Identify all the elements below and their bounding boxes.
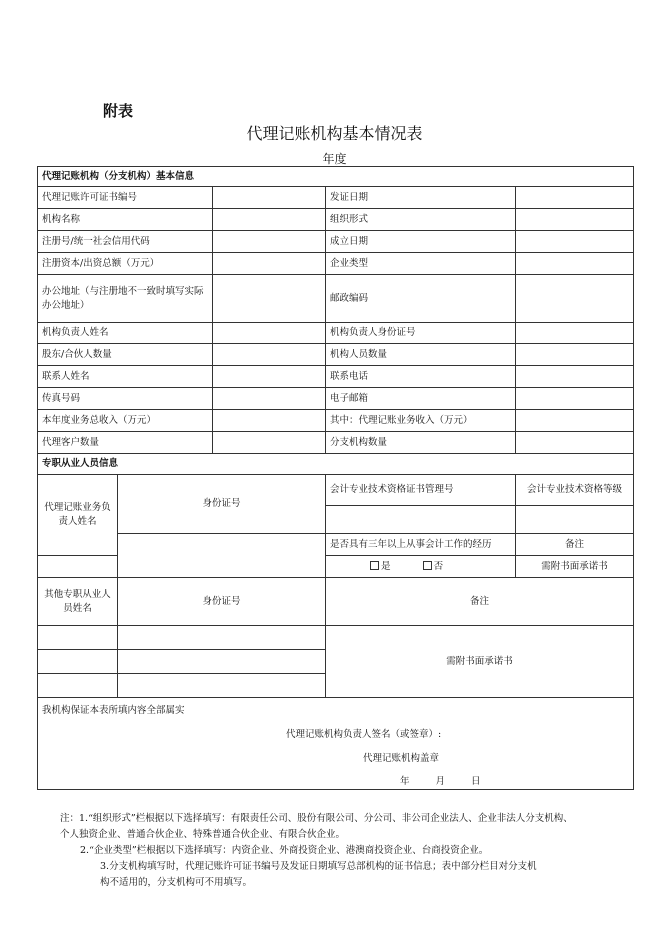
other-id-value[interactable]	[118, 674, 326, 698]
other-name-label: 其他专职从业人员姓名	[38, 578, 118, 626]
field-label: 本年度业务总收入（万元）	[38, 410, 213, 432]
experience-options	[326, 556, 516, 578]
field-value[interactable]	[516, 366, 634, 388]
experience-label: 是否具有三年以上从事会计工作的经历	[326, 534, 516, 556]
field-label: 企业类型	[326, 253, 516, 275]
seal-line: 代理记账机构盖章	[363, 753, 440, 764]
field-value[interactable]	[213, 253, 326, 275]
note-line: 个人独资企业、普通合伙企业、特殊普通合伙企业、有限合伙企业。	[60, 829, 346, 840]
declaration-statement: 我机构保证本表所填内容全部属实	[42, 705, 185, 716]
other-commitment-note: 需附书面承诺书	[326, 626, 634, 698]
note-line: 3.分支机构填写时，代理记账许可证书编号及发证日期填写总部机构的证书信息；表中部分栏目对分支机	[100, 861, 537, 872]
field-value[interactable]	[213, 209, 326, 231]
field-label: 代理客户数量	[38, 432, 213, 454]
field-value[interactable]	[516, 275, 634, 323]
yes-label: 是	[381, 560, 391, 572]
note-line: 构不适用的，分支机构可不用填写。	[100, 877, 253, 888]
field-label: 机构名称	[38, 209, 213, 231]
cert-no-value[interactable]	[326, 506, 516, 534]
field-label: 代理记账许可证书编号	[38, 187, 213, 209]
field-label: 股东/合伙人数量	[38, 344, 213, 366]
remark-label: 备注	[516, 534, 634, 556]
staff-section-title: 专职从业人员信息	[38, 454, 634, 475]
other-id-label: 身份证号	[118, 578, 326, 626]
field-label: 发证日期	[326, 187, 516, 209]
field-value[interactable]	[213, 231, 326, 253]
field-label: 组织形式	[326, 209, 516, 231]
other-remark-label: 备注	[326, 578, 634, 626]
field-value[interactable]	[516, 344, 634, 366]
field-value[interactable]	[516, 432, 634, 454]
field-value[interactable]	[213, 432, 326, 454]
note-line: 2.“企业类型”栏根据以下选择填写：内资企业、外商投资企业、港澳商投资企业、台商投资企业。	[80, 845, 489, 856]
date-month: 月	[435, 776, 446, 787]
cert-no-label: 会计专业技术资格证书管理号	[326, 475, 516, 506]
field-value[interactable]	[213, 187, 326, 209]
field-label: 机构负责人身份证号	[326, 323, 516, 344]
field-label: 邮政编码	[326, 275, 516, 323]
appendix-label: 附表	[103, 102, 134, 120]
other-name-value[interactable]	[38, 650, 118, 674]
field-label: 办公地址（与注册地不一致时填写实际办公地址）	[38, 275, 213, 323]
no-checkbox[interactable]	[423, 561, 432, 570]
field-value[interactable]	[516, 410, 634, 432]
commitment-note: 需附书面承诺书	[516, 556, 634, 578]
field-value[interactable]	[213, 323, 326, 344]
year-label: 年度	[322, 152, 347, 166]
field-value[interactable]	[516, 209, 634, 231]
field-label: 联系人姓名	[38, 366, 213, 388]
no-label: 否	[433, 560, 444, 572]
info-form-table	[37, 166, 634, 790]
yes-checkbox[interactable]	[370, 561, 379, 570]
head-id-value[interactable]	[118, 534, 326, 578]
field-label: 电子邮箱	[326, 388, 516, 410]
head-name-value[interactable]	[38, 556, 118, 578]
form-title: 代理记账机构基本情况表	[246, 124, 423, 143]
basic-section-title: 代理记账机构（分支机构）基本信息	[38, 167, 634, 187]
field-value[interactable]	[516, 187, 634, 209]
cert-level-value[interactable]	[516, 506, 634, 534]
field-label: 机构人员数量	[326, 344, 516, 366]
date-day: 日	[471, 776, 481, 787]
field-value[interactable]	[516, 231, 634, 253]
cert-level-label: 会计专业技术资格等级	[516, 475, 634, 506]
field-value[interactable]	[213, 410, 326, 432]
field-value[interactable]	[516, 388, 634, 410]
date-year: 年	[400, 776, 410, 787]
other-name-value[interactable]	[38, 626, 118, 650]
other-name-value[interactable]	[38, 674, 118, 698]
field-value[interactable]	[213, 275, 326, 323]
field-label: 联系电话	[326, 366, 516, 388]
field-value[interactable]	[516, 253, 634, 275]
field-value[interactable]	[213, 366, 326, 388]
other-id-value[interactable]	[118, 626, 326, 650]
field-value[interactable]	[213, 388, 326, 410]
field-value[interactable]	[213, 344, 326, 366]
note-line: 注：1.“组织形式”栏根据以下选择填写：有限责任公司、股份有限公司、分公司、非公司企业法人、企业非法人分支机构、	[60, 813, 573, 824]
footnotes	[60, 811, 640, 891]
field-label: 其中：代理记账业务收入（万元）	[326, 410, 516, 432]
head-name-label: 代理记账业务负责人姓名	[38, 475, 118, 556]
field-label: 传真号码	[38, 388, 213, 410]
date-line	[42, 775, 629, 789]
head-id-label: 身份证号	[118, 475, 326, 534]
field-value[interactable]	[516, 323, 634, 344]
signature-line: 代理记账机构负责人签名（或签章）:	[286, 729, 442, 740]
other-id-value[interactable]	[118, 650, 326, 674]
field-label: 注册资本/出资总额（万元）	[38, 253, 213, 275]
field-label: 分支机构数量	[326, 432, 516, 454]
field-label: 机构负责人姓名	[38, 323, 213, 344]
declaration-cell	[38, 698, 634, 790]
field-label: 注册号/统一社会信用代码	[38, 231, 213, 253]
field-label: 成立日期	[326, 231, 516, 253]
